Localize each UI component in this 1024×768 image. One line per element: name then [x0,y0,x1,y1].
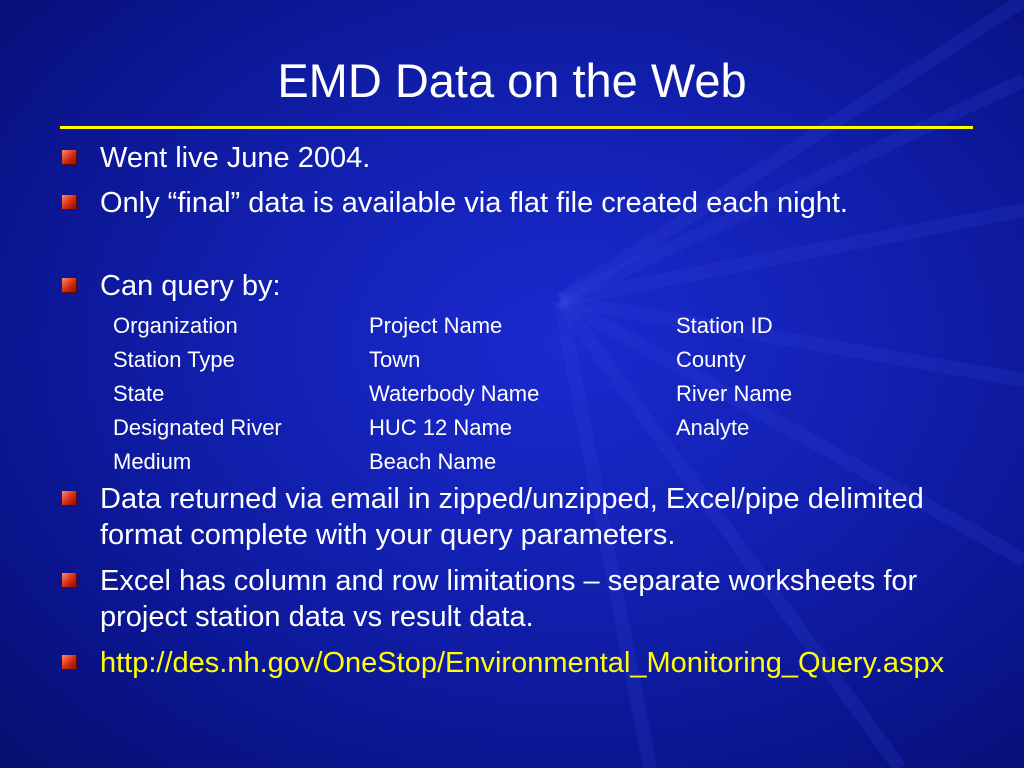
slide-title: EMD Data on the Web [277,54,747,107]
query-row [113,411,913,445]
query-field: Station Type [113,347,235,372]
query-field: Waterbody Name [369,381,540,406]
bullet-text: Data returned via email in zipped/unzipped, Excel/pipe delimited format complete with your query parameters. [100,483,924,551]
title-underline [60,126,973,129]
query-row [113,343,913,377]
query-field: Organization [113,313,238,338]
query-row [113,377,913,411]
query-field: Analyte [676,415,750,440]
bullet-url [100,645,960,681]
query-field: HUC 12 Name [369,415,513,440]
query-field: Town [369,347,421,372]
query-field: River Name [676,381,793,406]
bullet-text: Can query by: [100,270,281,302]
bullet-text: Excel has column and row limitations – separate worksheets for project station data vs result data. [100,565,918,633]
bullet-can-query [100,268,980,304]
bullet-text: Only “final” data is available via flat file created each night. [100,187,848,219]
bullet-excel-limits [100,563,980,635]
bullet-marker-icon [62,278,76,292]
query-field: Designated River [113,415,282,440]
bullet-went-live [100,140,980,176]
bullet-marker-icon [62,573,76,587]
query-field: State [113,381,165,406]
query-field: County [676,347,746,372]
bullet-marker-icon [62,195,76,209]
query-fields-grid [113,309,913,479]
query-row [113,445,913,479]
bullet-marker-icon [62,655,76,669]
bullet-text: Went live June 2004. [100,142,371,174]
bullet-final-data [100,185,980,221]
query-field: Station ID [676,313,773,338]
query-field: Medium [113,449,192,474]
query-field: Project Name [369,313,503,338]
bullet-marker-icon [62,150,76,164]
query-row [113,309,913,343]
query-url-link[interactable]: http://des.nh.gov/OneStop/Environmental_Monitoring_Query.aspx [100,647,945,679]
bullet-data-returned [100,481,980,553]
query-field: Beach Name [369,449,497,474]
bullet-marker-icon [62,491,76,505]
